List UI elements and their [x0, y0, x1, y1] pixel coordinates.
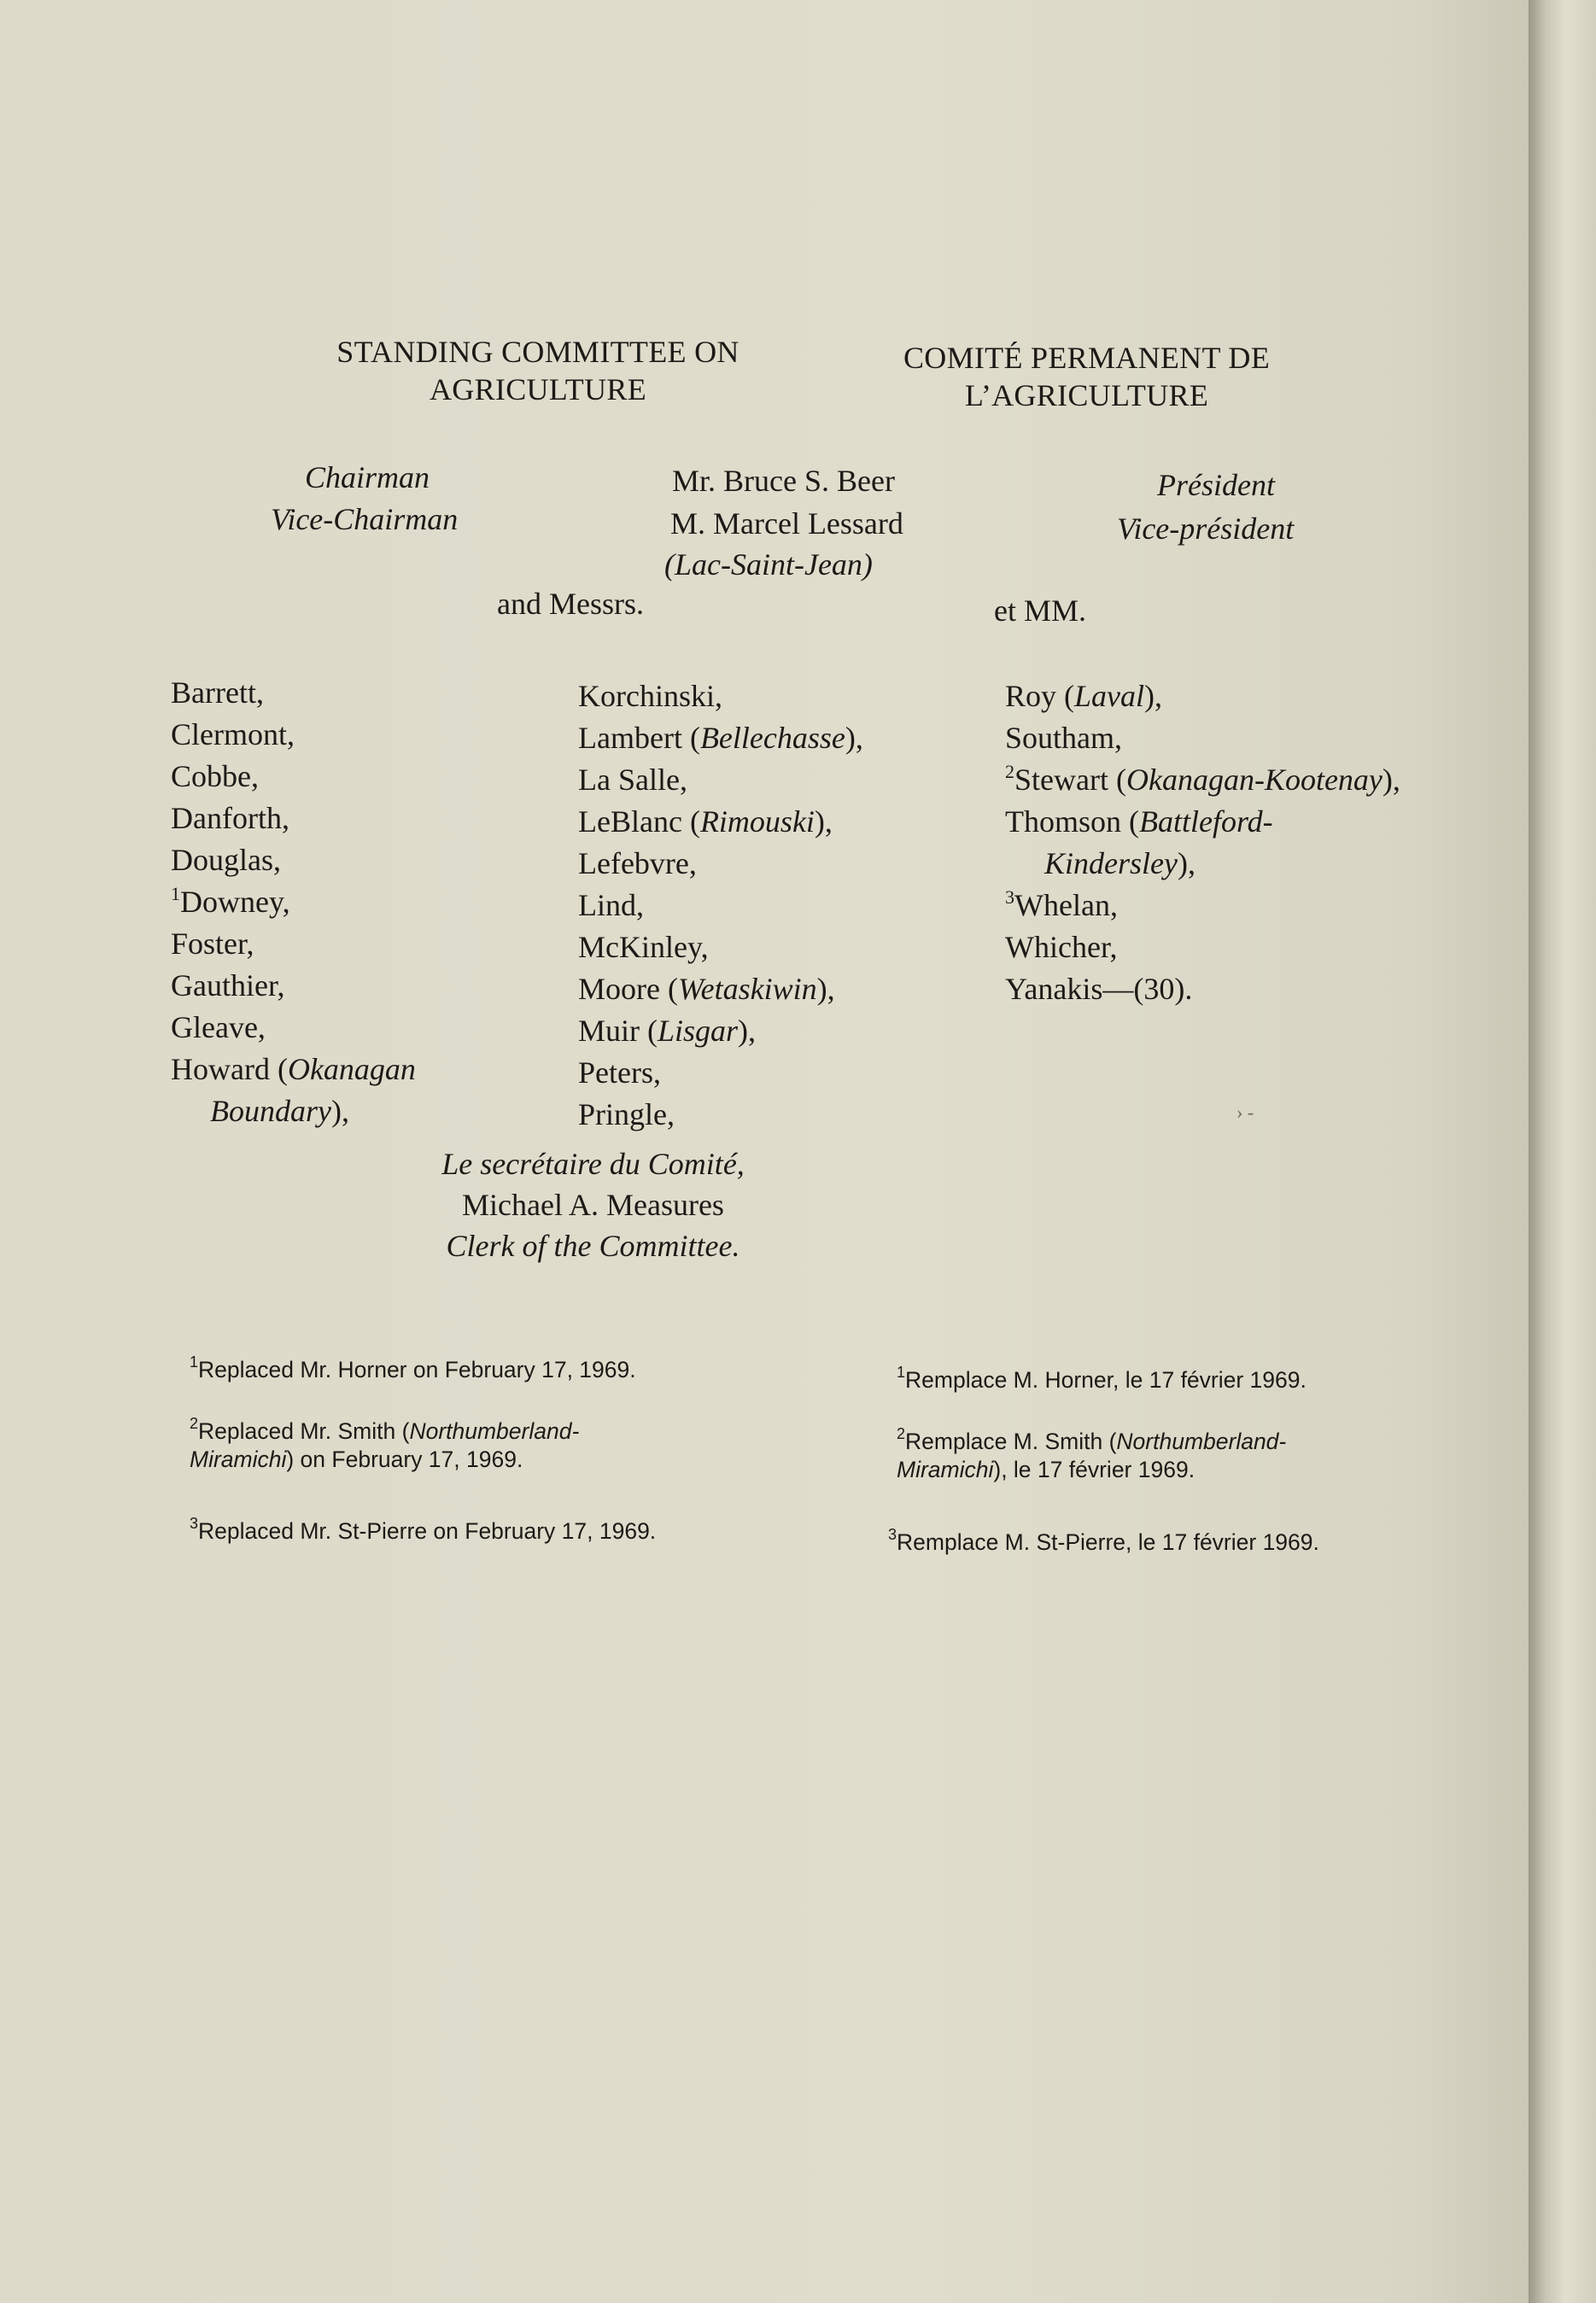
footnote-marker: 2 [190, 1415, 199, 1432]
footnote-riding: Northumberland- [1116, 1429, 1287, 1454]
member-punctuation: ), [845, 721, 863, 755]
footnote-text: ) on February 17, 1969. [286, 1447, 523, 1472]
member-name: Yanakis—(30). [1005, 972, 1193, 1006]
member-riding: Lisgar [658, 1014, 739, 1048]
member-entry [1005, 717, 1400, 759]
member-entry [171, 1007, 416, 1049]
member-riding: Laval [1074, 679, 1145, 713]
footnote-text: Remplace M. Horner, le 17 février 1969. [905, 1367, 1307, 1393]
member-name: Southam, [1005, 721, 1123, 755]
member-riding: Wetaskiwin [677, 972, 817, 1006]
footnote-text: Replaced Mr. Smith ( [198, 1418, 410, 1444]
stray-mark: › - [1236, 1102, 1254, 1123]
member-riding: Okanagan-Kootenay [1125, 763, 1383, 797]
vice-chairman-name: M. Marcel Lessard [670, 506, 903, 541]
member-name: Douglas, [171, 843, 281, 877]
chairman-label: Chairman [305, 460, 430, 494]
member-entry [171, 881, 416, 923]
member-name: Downey, [180, 885, 290, 919]
footnote-riding: Miramichi [897, 1457, 994, 1482]
vice-president-label: Vice-président [1117, 511, 1295, 546]
footnote-text: Remplace M. St-Pierre, le 17 février 1969. [897, 1529, 1319, 1555]
footnote-fr-1 [897, 1366, 1307, 1394]
member-entry [1005, 675, 1400, 717]
member-entry [578, 1010, 863, 1052]
replacement-marker: 3 [1005, 886, 1014, 908]
member-entry [578, 1052, 863, 1094]
member-name: Whelan, [1014, 888, 1118, 922]
footnote-en-3 [190, 1517, 656, 1546]
member-entry [1005, 885, 1400, 926]
heading-english-line-1: STANDING COMMITTEE ON [336, 335, 740, 369]
footnote-en-2 [190, 1417, 579, 1474]
member-entry [578, 926, 863, 968]
member-entry [1005, 926, 1400, 968]
footnote-fr-3 [888, 1526, 1319, 1557]
member-entry [578, 885, 863, 926]
footnote-marker: 2 [897, 1425, 906, 1442]
footnote-marker: 1 [897, 1364, 906, 1381]
footnote-riding: Miramichi [190, 1447, 287, 1472]
member-name: Foster, [171, 926, 254, 961]
footnote-text: Remplace M. Smith ( [905, 1429, 1117, 1454]
member-punctuation: ), [738, 1014, 757, 1048]
footnote-en-1 [190, 1353, 636, 1384]
heading-english [299, 333, 777, 408]
president-label: Président [1157, 468, 1275, 502]
footnote-marker: 3 [888, 1526, 897, 1543]
member-name: Stewart ( [1014, 763, 1126, 797]
members-column-3 [1005, 675, 1400, 1010]
member-punctuation: ), [1177, 846, 1196, 880]
member-entry [578, 759, 863, 801]
member-entry [578, 1094, 863, 1136]
member-punctuation: ), [816, 972, 835, 1006]
member-entry [171, 798, 416, 839]
members-column-2 [578, 675, 863, 1136]
member-entry [171, 1090, 416, 1132]
member-punctuation: ), [814, 804, 833, 839]
member-name: Lind, [578, 888, 644, 922]
member-name: Lefebvre, [578, 846, 697, 880]
member-punctuation: ), [330, 1094, 349, 1128]
member-entry [171, 1049, 416, 1090]
member-name: La Salle, [578, 763, 687, 797]
member-entry [1005, 968, 1400, 1010]
member-entry [1005, 759, 1400, 801]
member-entry [578, 717, 863, 759]
member-punctuation: ), [1382, 763, 1400, 797]
member-riding: Bellechasse [699, 721, 845, 755]
member-riding: Boundary [210, 1094, 331, 1128]
member-riding: Kindersley [1044, 846, 1178, 880]
members-column-1 [171, 672, 416, 1132]
member-riding: Okanagan [287, 1052, 416, 1086]
member-name: Thomson ( [1005, 804, 1139, 839]
member-entry [578, 801, 863, 843]
footnote-text: Replaced Mr. Horner on February 17, 1969. [198, 1357, 636, 1382]
clerk-title-french: Le secrétaire du Comité, [441, 1147, 745, 1181]
member-name: Roy ( [1005, 679, 1074, 713]
member-entry [171, 923, 416, 965]
member-name: Barrett, [171, 675, 264, 710]
footnote-text: ), le 17 février 1969. [993, 1457, 1196, 1482]
heading-french [854, 339, 1319, 414]
vice-chairman-riding: (Lac-Saint-Jean) [664, 547, 873, 582]
member-punctuation: ), [1144, 679, 1163, 713]
member-name: LeBlanc ( [578, 804, 700, 839]
et-mm-label: et MM. [994, 593, 1086, 628]
heading-french-line-1: COMITÉ PERMANENT DE [903, 341, 1271, 375]
book-gutter [1529, 0, 1596, 2303]
member-name: Peters, [578, 1055, 661, 1090]
footnote-fr-2 [897, 1425, 1287, 1484]
member-riding: Rimouski [699, 804, 815, 839]
member-entry [171, 965, 416, 1007]
and-messrs-label: and Messrs. [497, 587, 644, 621]
clerk-title-english: Clerk of the Committee. [446, 1229, 740, 1263]
member-name: Danforth, [171, 801, 289, 835]
member-entry [1005, 843, 1400, 885]
footnote-marker: 1 [190, 1353, 199, 1371]
member-entry [171, 839, 416, 881]
replacement-marker: 1 [171, 883, 180, 904]
replacement-marker: 2 [1005, 761, 1014, 782]
member-name: Cobbe, [171, 759, 259, 793]
member-entry [578, 968, 863, 1010]
member-name: Gauthier, [171, 968, 285, 1002]
member-name: Pringle, [578, 1097, 675, 1131]
member-name: Lambert ( [578, 721, 700, 755]
clerk-name: Michael A. Measures [462, 1188, 724, 1222]
vice-chairman-label: Vice-Chairman [271, 502, 459, 536]
member-name: Howard ( [171, 1052, 288, 1086]
member-name: Moore ( [578, 972, 678, 1006]
member-entry [171, 756, 416, 798]
member-riding: Battleford- [1139, 804, 1273, 839]
footnote-text: Replaced Mr. St-Pierre on February 17, 1969. [198, 1518, 657, 1544]
member-entry [578, 675, 863, 717]
footnote-marker: 3 [190, 1515, 199, 1532]
member-entry [1005, 801, 1400, 843]
member-name: Clermont, [171, 717, 295, 751]
member-entry [171, 714, 416, 756]
member-name: Muir ( [578, 1014, 658, 1048]
heading-english-line-2: AGRICULTURE [430, 372, 646, 406]
member-name: Gleave, [171, 1010, 266, 1044]
member-entry [171, 672, 416, 714]
member-entry [578, 843, 863, 885]
member-name: Whicher, [1005, 930, 1118, 964]
heading-french-line-2: L’AGRICULTURE [964, 378, 1209, 412]
member-name: Korchinski, [578, 679, 722, 713]
chairman-name: Mr. Bruce S. Beer [672, 464, 895, 498]
footnote-riding: Northumberland- [409, 1418, 580, 1444]
member-name: McKinley, [578, 930, 709, 964]
